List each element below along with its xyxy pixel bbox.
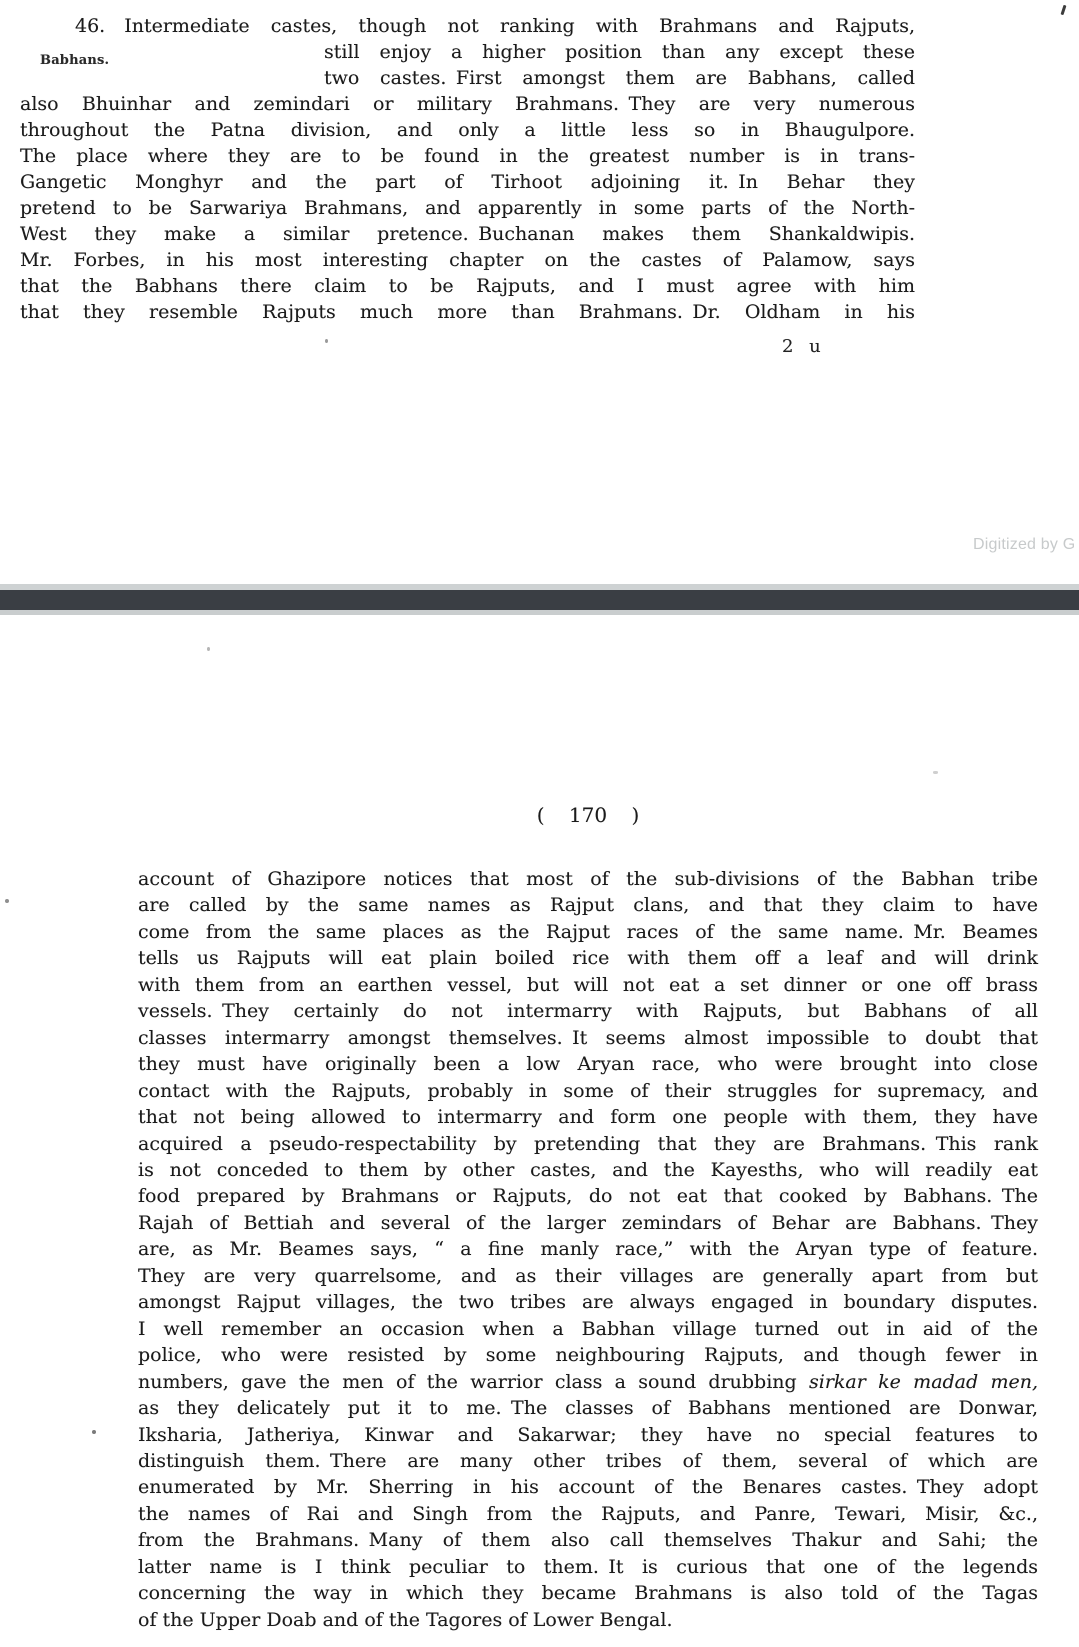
- text-line: account of Ghazipore notices that most of the sub-divisions of the Babhan tribe: [138, 868, 1038, 890]
- previous-page-body: [20, 13, 915, 325]
- text-line: is not conceded to them by other castes, and the Kayesths, who will readily eat: [138, 1158, 1038, 1181]
- text-line: from the Brahmans. Many of them also call themselves Thakur and Sahi; the: [138, 1529, 1038, 1552]
- text-line: Gangetic Monghyr and the part of Tirhoot adjoining it. In Behar they: [20, 171, 915, 193]
- text-line: latter name is I think peculiar to them. It is curious that one of the legends: [138, 1555, 1038, 1578]
- scan-speck: [933, 771, 938, 774]
- text-line: as they delicately put it to me. The classes of Babhans mentioned are Donwar,: [138, 1397, 1038, 1420]
- text-line: they must have originally been a low Aryan race, who were brought into close: [138, 1053, 1038, 1076]
- text-line: concerning the way in which they became Brahmans is also told of the Tagas: [138, 1582, 1038, 1605]
- text-line: two castes. First amongst them are Babhans, called: [324, 67, 915, 89]
- text-line: also Bhuinhar and zemindari or military Brahmans. They are very numerous: [20, 93, 915, 115]
- text-segment: numbers, gave the men of the warrior class a sound drubbing: [138, 1370, 809, 1393]
- text-line: Iksharia, Jatheriya, Kinwar and Sakarwar; they have no special features to: [138, 1423, 1038, 1446]
- text-line: throughout the Patna division, and only a little less so in Bhaugulpore.: [20, 119, 915, 141]
- italic-phrase: sirkar ke madad men,: [809, 1370, 1038, 1393]
- scan-speck: [92, 1430, 96, 1434]
- page-separator-bar: [0, 584, 1079, 615]
- text-line: contact with the Rajputs, probably in some of their struggles for supremacy, and: [138, 1079, 1038, 1102]
- text-line: that not being allowed to intermarry and form one people with them, they have: [138, 1106, 1038, 1129]
- text-line: that they resemble Rajputs much more than Brahmans. Dr. Oldham in his: [20, 301, 915, 323]
- text-line: [138, 1369, 1038, 1395]
- text-line: Rajah of Bettiah and several of the larger zemindars of Behar are Babhans. They: [138, 1211, 1038, 1234]
- text-line: Mr. Forbes, in his most interesting chapter on the castes of Palamow, says: [20, 249, 915, 271]
- text-line: acquired a pseudo-respectability by pretending that they are Brahmans. This rank: [138, 1132, 1038, 1155]
- digitized-watermark: Digitized by G: [973, 536, 1076, 553]
- text-line: pretend to be Sarwariya Brahmans, and apparently in some parts of the North-: [20, 197, 915, 219]
- text-line: the names of Rai and Singh from the Rajputs, and Panre, Tewari, Misir, &c.,: [138, 1502, 1038, 1525]
- page-number: ( 170 ): [536, 803, 640, 827]
- scan-speck: [207, 647, 210, 651]
- text-line: amongst Rajput villages, the two tribes are always engaged in boundary disputes.: [138, 1291, 1038, 1314]
- text-line: are, as Mr. Beames says, “ a fine manly race,” with the Aryan type of feature.: [138, 1238, 1038, 1261]
- signature-mark: 2 u: [782, 336, 821, 357]
- text-line: are called by the same names as Rajput clans, and that they claim to have: [138, 894, 1038, 917]
- text-line: of the Upper Doab and of the Tagores of Lower Bengal.: [138, 1608, 673, 1631]
- text-line: 46. Intermediate castes, though not ranking with Brahmans and Rajputs,: [75, 15, 915, 37]
- text-line: come from the same places as the Rajput races of the same name. Mr. Beames: [138, 920, 1038, 943]
- text-line: police, who were resisted by some neighbouring Rajputs, and though fewer in: [138, 1344, 1038, 1367]
- marginal-note: Babhans.: [40, 53, 110, 68]
- scan-speck: [5, 899, 9, 903]
- scan-speck: [325, 339, 328, 343]
- text-line: vessels. They certainly do not intermarry with Rajputs, but Babhans of all: [138, 1000, 1038, 1023]
- text-line: tells us Rajputs will eat plain boiled rice with them off a leaf and will drink: [138, 947, 1038, 970]
- text-line: The place where they are to be found in the greatest number is in trans-: [20, 145, 915, 167]
- text-line: They are very quarrelsome, and as their villages are generally apart from but: [138, 1264, 1038, 1287]
- text-line: with them from an earthen vessel, but will not eat a set dinner or one off brass: [138, 973, 1038, 996]
- text-line: still enjoy a higher position than any except these: [324, 41, 915, 63]
- text-line: enumerated by Mr. Sherring in his account of the Benares castes. They adopt: [138, 1476, 1038, 1499]
- text-line: I well remember an occasion when a Babhan village turned out in aid of the: [138, 1317, 1038, 1340]
- text-line: food prepared by Brahmans or Rajputs, do not eat that cooked by Babhans. The: [138, 1185, 1038, 1208]
- text-line: distinguish them. There are many other tribes of them, several of which are: [138, 1449, 1038, 1472]
- scan-speck: [1061, 5, 1067, 15]
- page-body: [138, 866, 1038, 1633]
- text-line: West they make a similar pretence. Buchanan makes them Shankaldwipis.: [20, 223, 915, 245]
- text-line: classes intermarry amongst themselves. It seems almost impossible to doubt that: [138, 1026, 1038, 1049]
- text-line: that the Babhans there claim to be Rajputs, and I must agree with him: [20, 275, 915, 297]
